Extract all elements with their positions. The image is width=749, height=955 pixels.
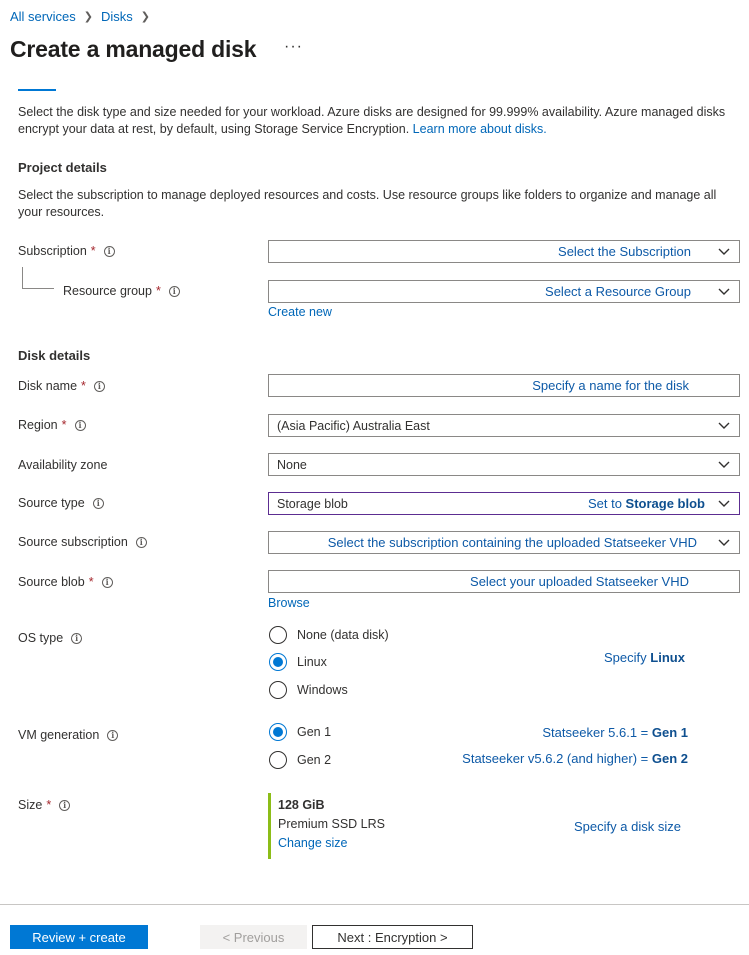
breadcrumb	[10, 9, 158, 24]
source-type-hint	[588, 496, 705, 511]
project-details-heading: Project details	[18, 160, 107, 175]
availability-zone-label	[18, 458, 107, 472]
active-tab-indicator	[18, 89, 56, 91]
chevron-right-icon: ❯	[83, 11, 93, 23]
source-type-value: Storage blob	[277, 496, 348, 511]
required-marker: *	[81, 379, 86, 393]
os-type-hint	[604, 650, 685, 665]
review-create-button[interactable]: Review + create	[10, 925, 148, 949]
vm-generation-label-text: VM generation	[18, 728, 100, 742]
change-size-link[interactable]: Change size	[278, 836, 348, 850]
source-subscription-select[interactable]	[268, 531, 740, 554]
radio-icon[interactable]	[269, 751, 287, 769]
vm-generation-option-gen2[interactable]	[269, 751, 331, 769]
info-icon[interactable]: i	[169, 286, 180, 297]
info-icon[interactable]: i	[102, 577, 113, 588]
chevron-down-icon	[717, 536, 731, 550]
os-type-option-label: Windows	[297, 683, 348, 697]
more-options-icon[interactable]: ···	[284, 38, 303, 55]
radio-icon[interactable]	[269, 626, 287, 644]
source-subscription-hint: Select the subscription containing the uploaded Statseeker VHD	[327, 535, 697, 550]
create-new-link[interactable]: Create new	[268, 305, 332, 319]
info-icon[interactable]: i	[75, 420, 86, 431]
breadcrumb-all-services[interactable]: All services	[10, 9, 76, 24]
os-type-option-label: Linux	[297, 655, 327, 669]
source-blob-input[interactable]	[268, 570, 740, 593]
size-value: 128 GiB	[278, 798, 325, 812]
intro-text	[18, 104, 733, 138]
vm-generation-note-prefix: Statseeker 5.6.1 =	[542, 725, 649, 740]
source-subscription-label	[18, 535, 147, 549]
vm-generation-note-bold: Gen 1	[651, 725, 688, 740]
previous-button: < Previous	[200, 925, 307, 949]
info-icon[interactable]: i	[107, 730, 118, 741]
os-type-option-label: None (data disk)	[297, 628, 389, 642]
os-type-hint-bold: Linux	[650, 650, 685, 665]
required-marker: *	[155, 284, 161, 298]
required-marker: *	[46, 798, 52, 812]
size-label-text: Size	[18, 798, 43, 812]
required-marker: *	[61, 418, 67, 432]
source-type-select[interactable]	[268, 492, 740, 515]
subscription-label-text: Subscription	[18, 244, 87, 258]
size-tier: Premium SSD LRS	[278, 817, 385, 831]
learn-more-link[interactable]: Learn more about disks.	[412, 122, 547, 136]
subscription-hint: Select the Subscription	[558, 244, 691, 259]
required-marker: *	[90, 244, 96, 258]
info-icon[interactable]: i	[59, 800, 70, 811]
vm-generation-option-label: Gen 1	[297, 725, 332, 739]
disk-name-label	[18, 379, 105, 393]
radio-icon[interactable]	[269, 681, 287, 699]
source-subscription-label-text: Source subscription	[18, 535, 128, 549]
source-type-label	[18, 496, 104, 510]
info-icon[interactable]: i	[93, 498, 104, 509]
radio-selected-icon[interactable]	[269, 653, 287, 671]
disk-name-hint: Specify a name for the disk	[532, 378, 689, 393]
vm-generation-note-bold: Gen 2	[651, 751, 688, 766]
subscription-label	[18, 244, 115, 258]
os-type-option-none[interactable]	[269, 626, 389, 644]
project-details-text: Select the subscription to manage deployed resources and costs. Use resource groups like folders to organize and manage all your resources.	[18, 188, 717, 219]
info-icon[interactable]: i	[104, 246, 115, 257]
browse-link[interactable]: Browse	[268, 596, 310, 610]
region-label-text: Region	[18, 418, 58, 432]
vm-generation-option-gen1[interactable]	[269, 723, 331, 741]
availability-zone-select[interactable]	[268, 453, 740, 476]
footer-divider	[0, 904, 749, 905]
resource-group-label	[63, 284, 180, 298]
disk-name-label-text: Disk name	[18, 379, 78, 393]
vm-generation-note-prefix: Statseeker v5.6.2 (and higher) =	[462, 751, 649, 766]
source-type-hint-bold: Storage blob	[625, 496, 705, 511]
region-label	[18, 418, 86, 432]
chevron-down-icon	[717, 497, 731, 511]
os-type-label-text: OS type	[18, 631, 64, 645]
vm-generation-option-label: Gen 2	[297, 753, 332, 767]
chevron-down-icon	[717, 245, 731, 259]
size-label	[18, 798, 70, 812]
source-type-label-text: Source type	[18, 496, 85, 510]
vm-generation-note-gen1	[542, 725, 688, 740]
availability-zone-label-text: Availability zone	[18, 458, 108, 472]
source-type-hint-prefix: Set to	[587, 496, 622, 511]
chevron-down-icon	[717, 285, 731, 299]
subscription-select[interactable]	[268, 240, 740, 263]
availability-zone-value: None	[277, 457, 307, 472]
source-blob-hint: Select your uploaded Statseeker VHD	[470, 574, 689, 589]
region-value: (Asia Pacific) Australia East	[277, 418, 430, 433]
os-type-hint-prefix: Specify	[604, 650, 647, 665]
next-encryption-button[interactable]: Next : Encryption >	[312, 925, 473, 949]
info-icon[interactable]: i	[94, 381, 105, 392]
page-title: Create a managed disk	[10, 36, 257, 62]
info-icon[interactable]: i	[71, 633, 82, 644]
source-blob-label	[18, 575, 113, 589]
os-type-option-linux[interactable]	[269, 653, 327, 671]
radio-selected-icon[interactable]	[269, 723, 287, 741]
disk-details-heading: Disk details	[18, 348, 91, 363]
required-marker: *	[88, 575, 94, 589]
chevron-down-icon	[717, 419, 731, 433]
vm-generation-label	[18, 728, 118, 742]
size-hint: Specify a disk size	[574, 819, 681, 834]
resource-group-select[interactable]	[268, 280, 740, 303]
size-summary	[268, 793, 385, 859]
region-select[interactable]	[268, 414, 740, 437]
tree-connector	[22, 267, 54, 289]
info-icon[interactable]: i	[136, 537, 147, 548]
chevron-right-icon: ❯	[140, 11, 150, 23]
disk-name-input[interactable]	[268, 374, 740, 397]
vm-generation-note-gen2	[462, 751, 688, 766]
breadcrumb-disks[interactable]: Disks	[100, 9, 133, 24]
resource-group-hint: Select a Resource Group	[545, 284, 691, 299]
source-blob-label-text: Source blob	[18, 575, 85, 589]
os-type-label	[18, 631, 82, 645]
chevron-down-icon	[717, 458, 731, 472]
os-type-option-windows[interactable]	[269, 681, 348, 699]
intro-description: Select the disk type and size needed for your workload. Azure disks are designed for 99.999% availability. Azure managed disks encrypt your data at rest, by default, using Storage Service Encryption.	[18, 105, 726, 136]
resource-group-label-text: Resource group	[63, 284, 152, 298]
